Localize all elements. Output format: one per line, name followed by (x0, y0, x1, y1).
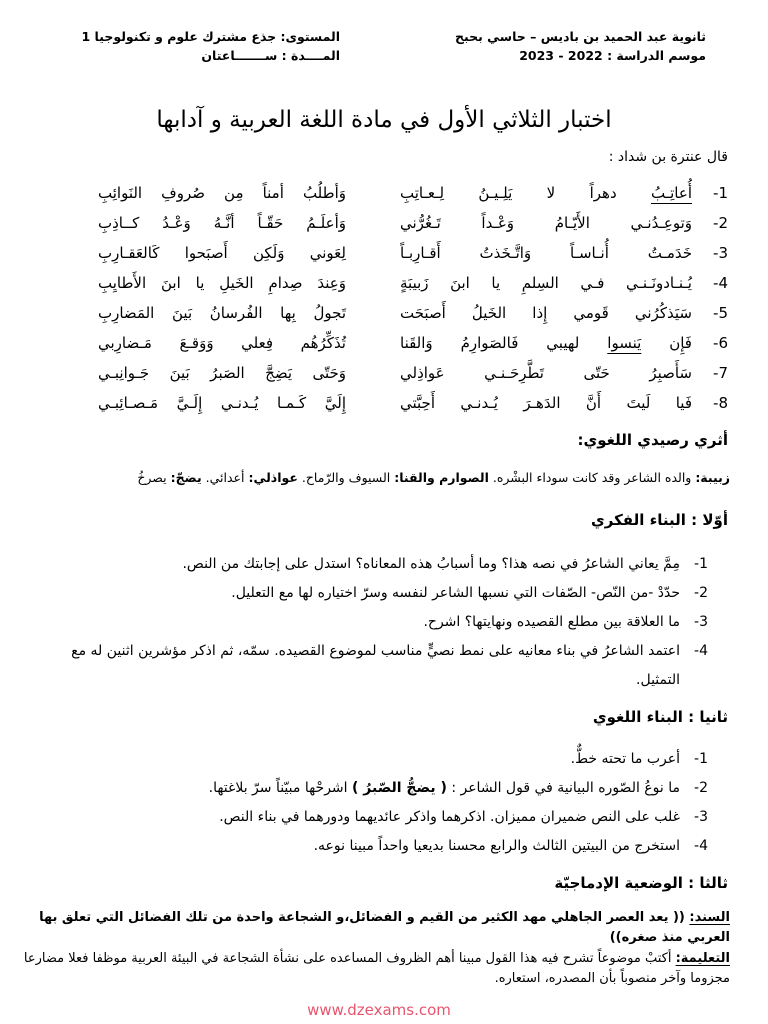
question-number: 1- (694, 751, 708, 767)
question-text-part: ما نوعُ الصّوره البيانية في قول الشاعر : (451, 780, 680, 796)
question (30, 608, 708, 637)
verse-number: 7- (713, 364, 728, 382)
verse-number: 6- (713, 334, 728, 352)
verse-second-hemistich: تُذَكِّرُهُم فِعلي وَوَقـعَ مَـضارِبي (98, 334, 346, 352)
poem-verse (88, 208, 728, 238)
source-text: (( يعد العصر الجاهلي مهد الكثير من القيم و الفضائل،و الشجاعة واحدة من تلك الفضائل التي تعلق بها العربي منذ صغره)) (39, 910, 730, 945)
question-number: 4- (694, 838, 708, 854)
verse-second-hemistich: وَأطلُبُ أمناً مِن صُروفِ النَوائِبِ (98, 184, 346, 202)
verse-text: لهيبي فَالصَوارِمُ وَالقَنا (400, 334, 580, 352)
question-text: استخرج من البيتين الثالث والرابع محسنا بديعيا واحداً مبينا نوعه. (313, 838, 680, 854)
poem-verse (88, 328, 728, 358)
instruction-label: التعليمة: (675, 951, 730, 966)
verse-number: 8- (713, 394, 728, 412)
school-info (406, 27, 706, 65)
source-label: السند: (689, 910, 730, 925)
integration-instruction (16, 949, 730, 989)
underlined-word: يَنسوا (607, 334, 642, 352)
poem-verse (88, 268, 728, 298)
glossary-term: يضجّ: (170, 470, 202, 485)
verse-number: 4- (713, 274, 728, 292)
question-text-part: اشرحْها مبيّناً سرّ بلاغتها. (208, 780, 348, 796)
school-name: ثانوية عبد الحميد بن باديس – حاسي بحبح (454, 29, 706, 44)
instruction-text: أكتبْ موضوعاً تشرح فيه هذا القول مبينا أهم الظروف المساعده على نشأة الشجاعة في البيئة العربية موظفا فعلا مضارعا مجزوما وآخر منصوباً بأن المصدره، استعاره. (23, 951, 730, 986)
verse-second-hemistich: وَحَتّى يَضِجَّ الصَبرُ بَينَ جَـوانِبـي (98, 364, 346, 382)
glossary-term: زبيبة: (695, 470, 730, 485)
question-text: اعتمد الشاعرُ في بناء معانيه على نمط نصيٍّ مناسب لموضوع القصيده. سمّه، ثم اذكر مؤشرين اثنين له مع التمثيل. (71, 643, 680, 688)
verse-second-hemistich: تَجولُ بِها الفُرسانُ بَينَ المَضارِبِ (98, 304, 346, 322)
verse-first-hemistich: سَيَذكُرُني قَومي إِذا الخَيلُ أَصبَحَت (400, 304, 692, 322)
verse-first-hemistich (400, 328, 692, 358)
section-heading-linguistic: ثانيا : البناء اللغوي (592, 708, 728, 726)
glossary-definition: والده الشاعر وقد كانت سوداء البشْره. (492, 470, 692, 485)
poem-intro: قال عنترة بن شداد : (608, 149, 728, 165)
glossary-definition: السيوف والرّماح. (301, 470, 391, 485)
section-heading-integration: ثالثا : الوضعية الإدماجيّة (554, 874, 728, 892)
question (30, 550, 708, 579)
poem-verse (88, 388, 728, 418)
question (30, 832, 708, 861)
poem-verse (88, 298, 728, 328)
verse-number: 3- (713, 244, 728, 262)
poem (88, 178, 728, 418)
question-text: حدّدْ -من النّص- الصّفات التي نسبها الشاعر لنفسه وسرّ اختياره لها مع التعليل. (231, 585, 680, 601)
glossary-definition: أعدائي. (205, 470, 245, 485)
verse-second-hemistich: لِعَوني وَلَكِن أَصبَحوا كَالعَقـارِبِ (98, 244, 346, 262)
poem-verse (88, 238, 728, 268)
integration-source (16, 908, 730, 948)
question (30, 745, 708, 774)
glossary-definition: يصرخُ (137, 470, 167, 485)
verse-second-hemistich: وَعِندَ صِدامِ الخَيلِ يا ابنَ الأَطايِبِ (98, 274, 346, 292)
footer-watermark: www.dzexams.com (307, 1001, 451, 1019)
question-number: 2- (694, 585, 708, 601)
verse-first-hemistich: سَأَصبِرُ حَتّى تَطَّرِحَـنـي عَواذِلي (400, 364, 692, 382)
exam-title: اختبار الثلاثي الأول في مادة اللغة العربية و آدابها (156, 107, 612, 133)
verse-text: دهراً لا يَلِـيـنُ لِـعـاتِبِ (400, 184, 617, 202)
section-heading-intellectual: أوّلا : البناء الفكري (591, 511, 728, 529)
poem-verse (88, 358, 728, 388)
question (30, 803, 708, 832)
glossary-term: الصوارم والقنا: (394, 470, 489, 485)
question-text: مِمَّ يعاني الشاعرُ في نصه هذا؟ وما أسبابُ هذه المعاناه؟ استدل على إجابتك من النص. (182, 556, 680, 572)
question-text: ما العلاقة بين مطلع القصيده ونهايتها؟ اشرح. (423, 614, 680, 630)
question (30, 637, 708, 695)
question-text: أعرب ما تحته خطٌّ. (570, 751, 680, 767)
verse-number: 5- (713, 304, 728, 322)
verse-first-hemistich: وَتوعِـدُنـي الأَيّـامُ وَعْـداً تَـغُرُّني (400, 214, 692, 232)
question-list-intellectual (30, 550, 708, 695)
verse-number: 1- (713, 184, 728, 202)
underlined-word: أُعاتِـبُ (651, 184, 692, 202)
question-list-linguistic (30, 745, 708, 861)
poem-verse (88, 178, 728, 208)
exam-level: المستوى: جذع مشترك علوم و تكنولوجيا 1 (81, 29, 340, 44)
question (30, 774, 708, 803)
verse-first-hemistich: فَيا لَيتَ أَنَّ الدَهـرَ يُـدنـي أَحِبَّتي (400, 394, 692, 412)
verse-text: فَإِن (669, 334, 692, 352)
glossary-heading: أثري رصيدي اللغوي: (577, 431, 728, 449)
question-text: غلب على النص ضميران مميزان. اذكرهما واذكر عائديهما ودورهما في بناء النص. (219, 809, 680, 825)
glossary-text (18, 467, 730, 489)
exam-duration: المــــدة : ســـــــاعتان (201, 48, 340, 63)
quoted-phrase: ( يضجُّ الصّبرُ ) (352, 780, 447, 796)
verse-second-hemistich: وَأعلَـمُ حَقّـاً أنَّـهُ وَعْـدُ كــاذِبِ (98, 214, 346, 232)
school-year: موسم الدراسة : 2022 - 2023 (519, 48, 706, 63)
verse-first-hemistich: خَدَمـتُ أُنـاسـاً وَاتَّـخَذتُ أَقـارِبـاً (400, 244, 692, 262)
question-number: 4- (694, 643, 708, 659)
question-text (30, 774, 680, 803)
question-number: 1- (694, 556, 708, 572)
question-number: 3- (694, 809, 708, 825)
verse-number: 2- (713, 214, 728, 232)
verse-first-hemistich: يُـنـادونَـنـي فـي السِلمِ يا ابنَ زَبيبَةٍ (400, 274, 692, 292)
verse-second-hemistich: إِلَيَّ كَـمـا يُـدنـي إِلَـيَّ مَـصـائِبـي (98, 394, 346, 412)
verse-first-hemistich (400, 178, 692, 208)
exam-info (40, 27, 340, 65)
question-number: 3- (694, 614, 708, 630)
glossary-term: عواذلي: (248, 470, 298, 485)
question-number: 2- (694, 780, 708, 796)
question (30, 579, 708, 608)
